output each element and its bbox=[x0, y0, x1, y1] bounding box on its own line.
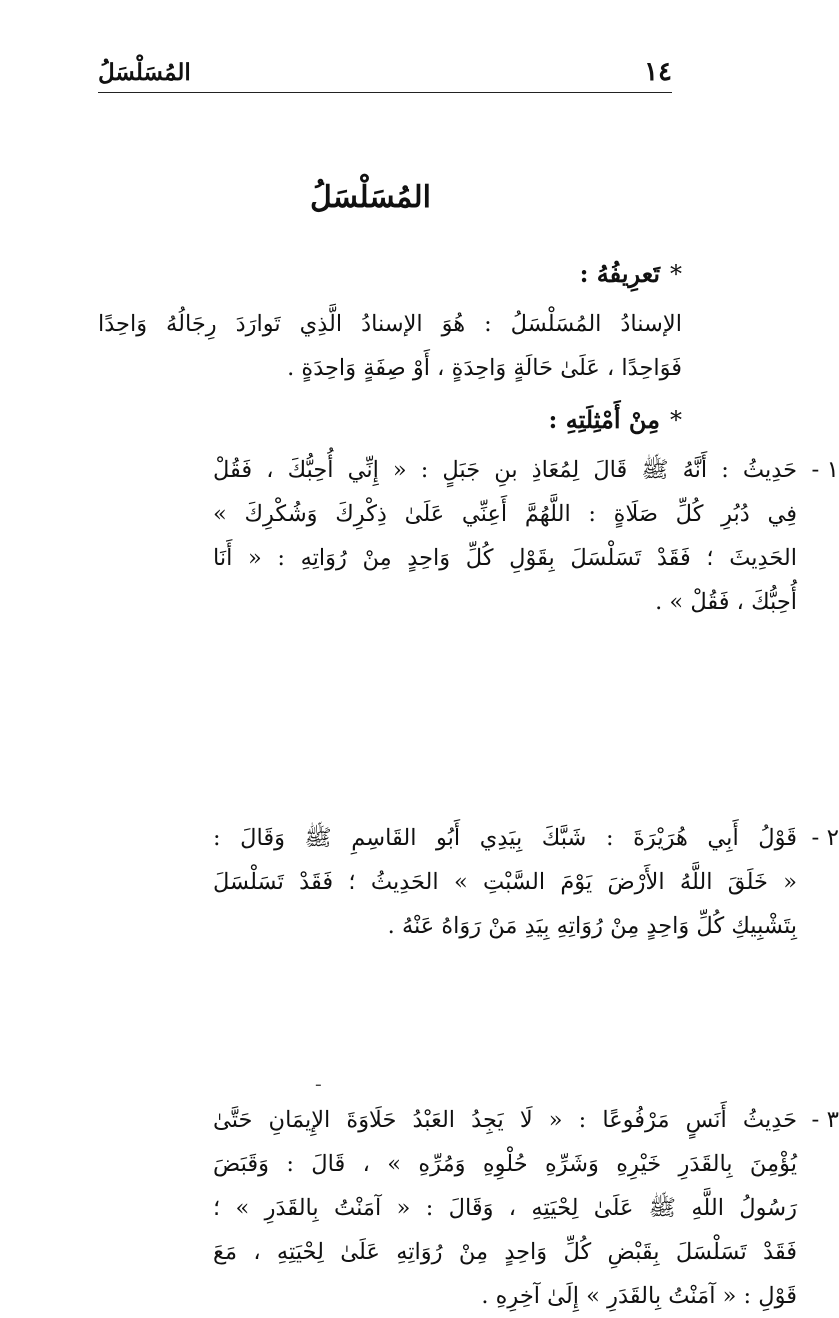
definition-paragraph bbox=[98, 302, 682, 390]
example-line: رَسُولُ اللَّهِ ﷺ عَلَىٰ لِحْيَتِهِ ، وَقَالَ : « آمَنْتُ بِالقَدَرِ » ؛ bbox=[213, 1195, 797, 1221]
example-line: بِتَشْبِيكِ كُلِّ وَاحِدٍ مِنْ رُوَاتِهِ بِيَدِ مَنْ رَوَاهُ عَنْهُ . bbox=[387, 913, 797, 939]
example-line: حَدِيثُ أَنَسٍ مَرْفُوعًا : « لَا يَجِدُ العَبْدُ حَلَاوَةَ الإِيمَانِ حَتَّىٰ bbox=[213, 1107, 797, 1133]
page-bottom-mark: ـ bbox=[316, 1071, 321, 1090]
page-header bbox=[98, 52, 672, 93]
example-item bbox=[213, 816, 839, 948]
asterisk-icon: * bbox=[670, 406, 682, 434]
example-item bbox=[213, 448, 839, 624]
definition-line: فَوَاحِدًا ، عَلَىٰ حَالَةٍ وَاحِدَةٍ ، أَوْ صِفَةٍ وَاحِدَةٍ . bbox=[287, 355, 682, 381]
example-line: حَدِيثُ : أَنَّهُ ﷺ قَالَ لِمُعَاذِ بنِ جَبَلٍ : « إِنِّي أُحِبُّكَ ، فَقُلْ bbox=[213, 457, 797, 483]
example-line: قَوْلُ أَبِي هُرَيْرَةَ : شَبَّكَ بِيَدِي أَبُو القَاسِمِ ﷺ وَقَالَ : bbox=[213, 825, 797, 851]
example-line: يُؤْمِنَ بِالقَدَرِ خَيْرِهِ وَشَرِّهِ حُلْوِهِ وَمُرِّهِ » ، قَالَ : وَقَبَضَ bbox=[213, 1151, 797, 1177]
examples-heading bbox=[98, 398, 682, 442]
running-title: المُسَلْسَلُ bbox=[98, 58, 191, 86]
examples-heading-label: مِنْ أَمْثِلَتِهِ : bbox=[548, 405, 660, 434]
definition-heading-label: تَعرِيفُهُ : bbox=[579, 259, 660, 288]
chapter-title: المُسَلْسَلُ bbox=[310, 180, 431, 215]
example-line: « خَلَقَ اللَّهُ الأَرْضَ يَوْمَ السَّبْتِ » الحَدِيثُ ؛ فَقَدْ تَسَلْسَلَ bbox=[213, 869, 797, 895]
page-number: ١٤ bbox=[644, 57, 672, 87]
asterisk-icon: * bbox=[670, 260, 682, 288]
example-line: فِي دُبُرِ كُلِّ صَلَاةٍ : اللَّهُمَّ أَعِنِّي عَلَىٰ ذِكْرِكَ وَشُكْرِكَ » bbox=[213, 501, 797, 527]
definition-heading bbox=[98, 252, 682, 296]
example-number: ٢ - bbox=[811, 825, 839, 851]
example-number: ١ - bbox=[811, 457, 839, 483]
definition-line: الإسنادُ المُسَلْسَلُ : هُوَ الإسنادُ الَّذِي تَوارَدَ رِجَالُهُ وَاحِدًا bbox=[98, 311, 682, 337]
example-line: أُحِبُّكَ ، فَقُلْ » . bbox=[655, 589, 797, 615]
example-line: فَقَدْ تَسَلْسَلَ بِقَبْضِ كُلِّ وَاحِدٍ مِنْ رُوَاتِهِ عَلَىٰ لِحْيَتِهِ ، مَعَ bbox=[213, 1239, 797, 1265]
example-number: ٣ - bbox=[811, 1107, 839, 1133]
example-line: قَوْلِ : « آمَنْتُ بِالقَدَرِ » إِلَىٰ آخِرِهِ . bbox=[481, 1283, 797, 1309]
example-item bbox=[213, 1098, 839, 1318]
example-line: الحَدِيثَ ؛ فَقَدْ تَسَلْسَلَ بِقَوْلِ كُلِّ وَاحِدٍ مِنْ رُوَاتِهِ : « أَنَا bbox=[213, 545, 797, 571]
